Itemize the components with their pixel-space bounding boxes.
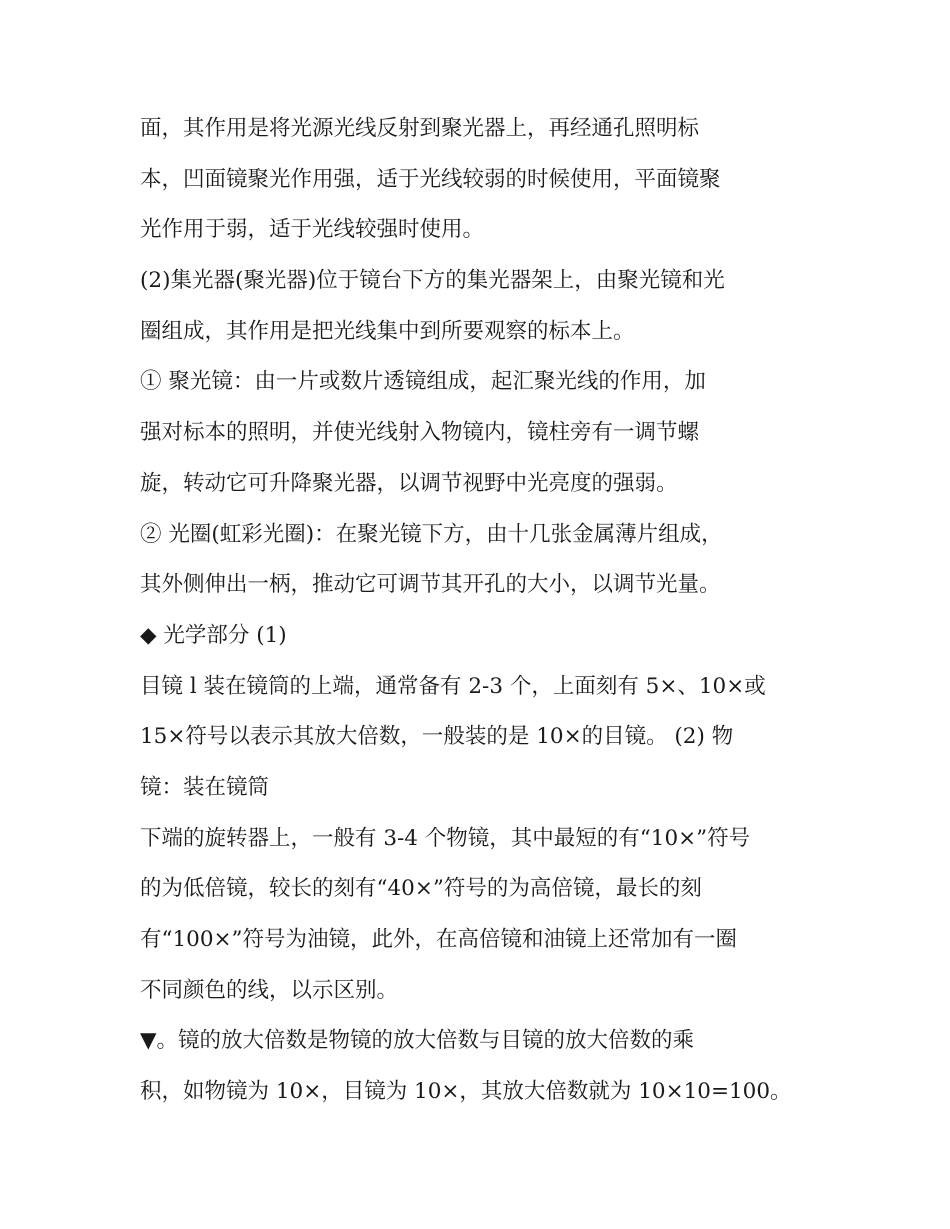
text-line-9: ② 光圈(虹彩光圈)：在聚光镜下方，由十几张金属薄片组成， [140,521,723,547]
section-heading-optical: ◆ 光学部分 (1) [140,622,287,648]
text-line-15: 下端的旋转器上，一般有 3-4 个物镜，其中最短的有“10×”符号 [140,825,751,851]
text-line-8: 旋，转动它可升降聚光器，以调节视野中光亮度的强弱。 [140,470,678,496]
text-line-14: 镜：装在镜筒 [140,774,270,800]
document-body [140,104,820,1118]
text-line-7: 强对标本的照明，并使光线射入物镜内，镜柱旁有一调节螺 [140,420,700,446]
text-line-13: 15×符号以表示其放大倍数，一般装的是 10×的目镜。 (2) 物 [140,724,734,750]
text-line-5: 圈组成，其作用是把光线集中到所要观察的标本上。 [140,318,635,344]
text-line-3: 光作用于弱，适于光线较强时使用。 [140,217,485,243]
text-line-19: ▼。镜的放大倍数是物镜的放大倍数与目镜的放大倍数的乘 [140,1028,695,1054]
text-line-6: ① 聚光镜：由一片或数片透镜组成，起汇聚光线的作用，加 [140,369,706,395]
text-line-12: 目镜 l 装在镜筒的上端，通常备有 2-3 个，上面刻有 5×、10×或 [140,673,766,699]
text-line-2: 本，凹面镜聚光作用强，适于光线较弱的时候使用，平面镜聚 [140,166,721,192]
text-line-20: 积，如物镜为 10×，目镜为 10×，其放大倍数就为 10×10=100。 [140,1079,792,1105]
text-line-17: 有“100×”符号为油镜，此外，在高倍镜和油镜上还常加有一圈 [140,927,738,952]
text-line-18: 不同颜色的线，以示区别。 [140,977,399,1003]
text-line-10: 其外侧伸出一柄，推动它可调节其开孔的大小，以调节光量。 [140,572,721,598]
text-line-4: (2)集光器(聚光器)位于镜台下方的集光器架上，由聚光镜和光 [140,268,725,294]
text-line-1: 面，其作用是将光源光线反射到聚光器上，再经通孔照明标 [140,116,700,141]
text-line-16: 的为低倍镜，较长的刻有“40×”符号的为高倍镜，最长的刻 [140,876,702,902]
